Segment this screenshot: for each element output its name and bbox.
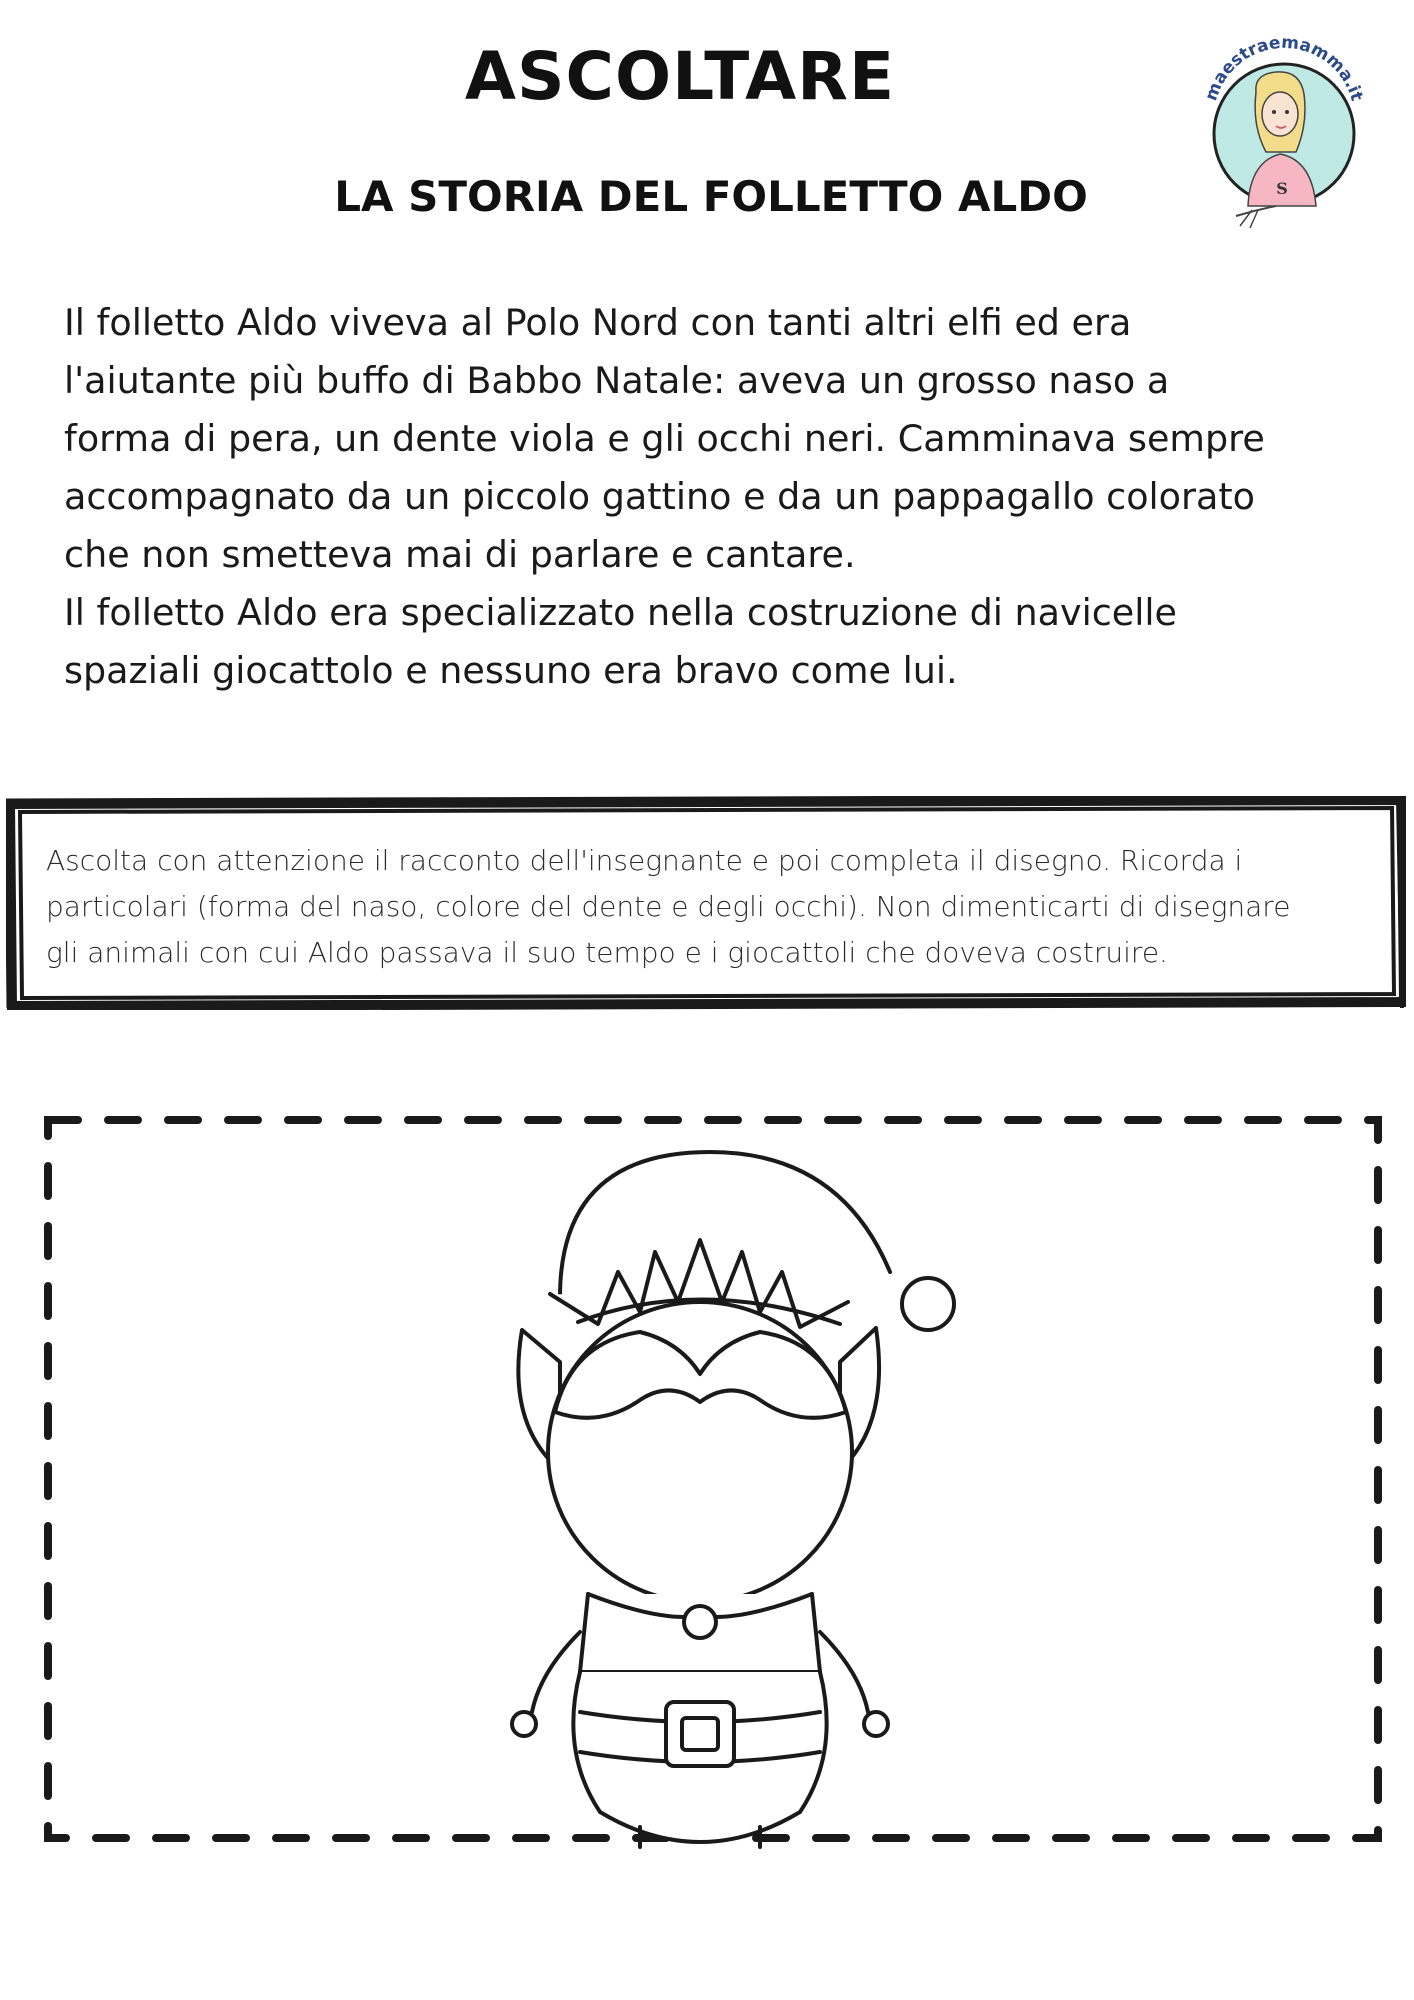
drawing-area — [40, 1112, 1390, 1852]
svg-text:S: S — [1276, 179, 1288, 198]
instructions-line: Ascolta con attenzione il racconto dell'insegnante e poi completa il disegno. Ricorda i — [46, 844, 1243, 877]
elf-outline-icon — [512, 1152, 954, 1847]
logo-text: maestraemamma.it — [1201, 34, 1367, 104]
story-line: forma di pera, un dente viola e gli occhi neri. Camminava sempre — [64, 417, 1265, 460]
instructions-text — [46, 838, 1366, 976]
instructions-line: particolari (forma del naso, colore del dente e degli occhi). Non dimenticarti di disegnare — [46, 890, 1291, 923]
story-line: Il folletto Aldo era specializzato nella costruzione di navicelle — [64, 591, 1178, 634]
instructions-line: gli animali con cui Aldo passava il suo tempo e i giocattoli che doveva costruire. — [46, 936, 1168, 969]
maestraemamma-logo — [1196, 34, 1372, 230]
story-line: Il folletto Aldo viveva al Polo Nord con tanti altri elfi ed era — [64, 301, 1132, 344]
story-line: accompagnato da un piccolo gattino e da un pappagallo colorato — [64, 475, 1256, 518]
page-subtitle: LA STORIA DEL FOLLETTO ALDO — [334, 172, 1088, 221]
story-line: che non smetteva mai di parlare e cantare. — [64, 533, 856, 576]
story-text — [64, 294, 1384, 700]
story-line: spaziali giocattolo e nessuno era bravo come lui. — [64, 649, 958, 692]
page-title: ASCOLTARE — [464, 38, 896, 115]
story-line: l'aiutante più buffo di Babbo Natale: aveva un grosso naso a — [64, 359, 1170, 402]
